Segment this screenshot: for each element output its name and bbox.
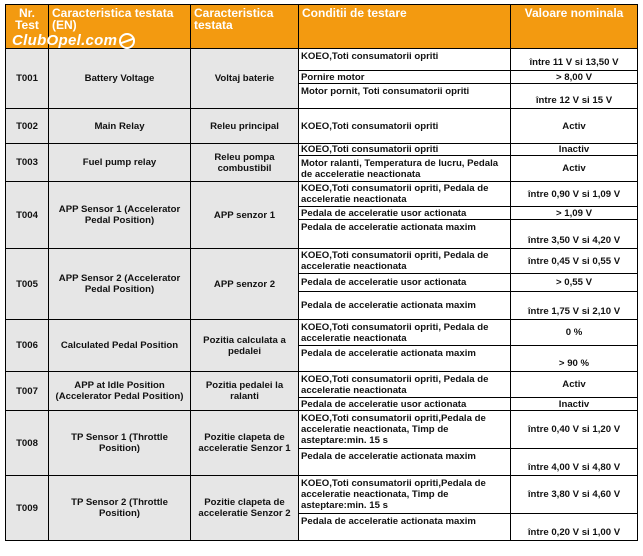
nominal-value: între 11 V si 13,50 V <box>511 49 638 71</box>
test-condition: KOEO,Toti consumatorii opriti, Pedala de acceleratie neactionata <box>299 320 511 346</box>
table-row <box>6 411 638 449</box>
test-id: T006 <box>6 320 49 372</box>
test-id: T007 <box>6 372 49 411</box>
characteristic-en: Battery Voltage <box>49 49 191 109</box>
test-condition: KOEO,Toti consumatorii opriti, Pedala de acceleratie neactionata <box>299 182 511 207</box>
test-id: T005 <box>6 249 49 320</box>
test-condition: KOEO,Toti consumatorii opriti, Pedala de acceleratie neactionata <box>299 249 511 274</box>
table-row <box>6 476 638 514</box>
test-table <box>5 4 638 541</box>
characteristic-ro: Pozitie clapeta de acceleratie Senzor 2 <box>191 476 299 541</box>
table-row <box>6 320 638 346</box>
nominal-value: Inactiv <box>511 398 638 411</box>
test-condition: KOEO,Toti consumatorii opriti <box>299 109 511 144</box>
characteristic-en: APP Sensor 2 (Accelerator Pedal Position) <box>49 249 191 320</box>
nominal-value: > 1,09 V <box>511 207 638 220</box>
test-condition: Motor ralanti, Temperatura de lucru, Pedala de acceleratie neactionata <box>299 156 511 182</box>
characteristic-en: APP Sensor 1 (Accelerator Pedal Position) <box>49 182 191 249</box>
header-test-number: Nr. Test <box>6 5 49 49</box>
nominal-value: Activ <box>511 156 638 182</box>
test-condition: Motor pornit, Toti consumatorii opriti <box>299 84 511 109</box>
characteristic-en: TP Sensor 1 (Throttle Position) <box>49 411 191 476</box>
characteristic-en: Fuel pump relay <box>49 144 191 182</box>
table-row <box>6 249 638 274</box>
test-id: T003 <box>6 144 49 182</box>
nominal-value: între 0,20 V si 1,00 V <box>511 514 638 541</box>
nominal-value: > 0,55 V <box>511 274 638 292</box>
nominal-value: între 0,90 V si 1,09 V <box>511 182 638 207</box>
test-condition: Pornire motor <box>299 71 511 84</box>
test-id: T008 <box>6 411 49 476</box>
header-characteristic-en: Caracteristica testata (EN) <box>49 5 191 49</box>
nominal-value: între 12 V si 15 V <box>511 84 638 109</box>
characteristic-ro: Releu principal <box>191 109 299 144</box>
test-condition: Pedala de acceleratie actionata maxim <box>299 220 511 249</box>
header-characteristic-ro: Caracteristica testata <box>191 5 299 49</box>
header-nominal-value: Valoare nominala <box>511 5 638 49</box>
test-condition: Pedala de acceleratie actionata maxim <box>299 449 511 476</box>
test-condition: KOEO,Toti consumatorii opriti <box>299 144 511 156</box>
nominal-value: între 4,00 V si 4,80 V <box>511 449 638 476</box>
test-id: T002 <box>6 109 49 144</box>
test-condition: Pedala de acceleratie actionata maxim <box>299 346 511 372</box>
test-condition: Pedala de acceleratie usor actionata <box>299 274 511 292</box>
test-id: T009 <box>6 476 49 541</box>
characteristic-en: APP at Idle Position (Accelerator Pedal Position) <box>49 372 191 411</box>
test-condition: KOEO,Toti consumatorii opriti <box>299 49 511 71</box>
test-condition: Pedala de acceleratie actionata maxim <box>299 514 511 541</box>
test-id: T001 <box>6 49 49 109</box>
test-condition: KOEO,Toti consumatorii opriti,Pedala de acceleratie neactionata, Timp de asteptare:min. 15 s <box>299 411 511 449</box>
test-condition: Pedala de acceleratie actionata maxim <box>299 292 511 320</box>
nominal-value: între 3,50 V si 4,20 V <box>511 220 638 249</box>
nominal-value: 0 % <box>511 320 638 346</box>
test-condition: KOEO,Toti consumatorii opriti, Pedala de acceleratie neactionata <box>299 372 511 398</box>
nominal-value: > 90 % <box>511 346 638 372</box>
characteristic-ro: Pozitia calculata a pedalei <box>191 320 299 372</box>
nominal-value: > 8,00 V <box>511 71 638 84</box>
test-condition: Pedala de acceleratie usor actionata <box>299 207 511 220</box>
table-row <box>6 182 638 207</box>
table-row <box>6 144 638 156</box>
watermark-text: ClubOpel.com <box>12 32 118 49</box>
characteristic-ro: APP senzor 2 <box>191 249 299 320</box>
nominal-value: Activ <box>511 372 638 398</box>
test-condition: Pedala de acceleratie usor actionata <box>299 398 511 411</box>
nominal-value: Activ <box>511 109 638 144</box>
characteristic-ro: Pozitie clapeta de acceleratie Senzor 1 <box>191 411 299 476</box>
characteristic-ro: Pozitia pedalei la ralanti <box>191 372 299 411</box>
test-condition: KOEO,Toti consumatorii opriti,Pedala de acceleratie neactionata, Timp de asteptare:min. 15 s <box>299 476 511 514</box>
opel-logo-icon <box>119 33 135 49</box>
header-test-conditions: Conditii de testare <box>299 5 511 49</box>
table-row <box>6 372 638 398</box>
nominal-value: între 3,80 V si 4,60 V <box>511 476 638 514</box>
clubopel-watermark <box>12 32 135 49</box>
nominal-value: între 0,40 V si 1,20 V <box>511 411 638 449</box>
table-row <box>6 49 638 71</box>
characteristic-en: Main Relay <box>49 109 191 144</box>
characteristic-ro: APP senzor 1 <box>191 182 299 249</box>
characteristic-en: TP Sensor 2 (Throttle Position) <box>49 476 191 541</box>
characteristic-ro: Voltaj baterie <box>191 49 299 109</box>
nominal-value: Inactiv <box>511 144 638 156</box>
characteristic-en: Calculated Pedal Position <box>49 320 191 372</box>
table-row <box>6 109 638 144</box>
nominal-value: între 0,45 V si 0,55 V <box>511 249 638 274</box>
nominal-value: între 1,75 V si 2,10 V <box>511 292 638 320</box>
test-id: T004 <box>6 182 49 249</box>
characteristic-ro: Releu pompa combustibil <box>191 144 299 182</box>
